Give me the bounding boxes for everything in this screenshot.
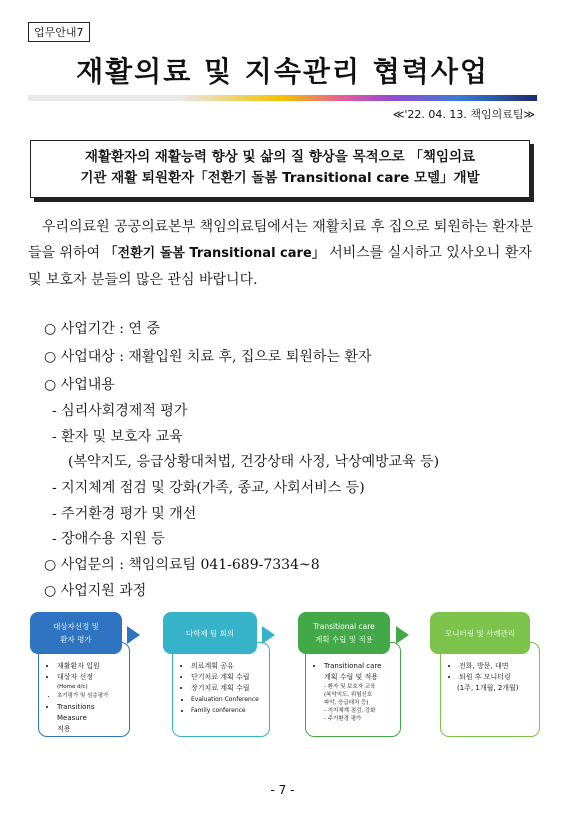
item-process: ○ 사업지원 과정 <box>44 583 147 599</box>
flow-arrow <box>262 626 275 644</box>
step-2-bullet: • 단기치료 계획 수립 <box>191 672 263 683</box>
title-rule <box>28 95 537 101</box>
step-1-bullet: • 재활환자 입원 <box>57 661 123 672</box>
item-target: ○ 사업대상 : 재활입원 치료 후, 집으로 퇴원하는 환자 <box>44 349 372 365</box>
step-1-sub: 적용 <box>57 725 71 733</box>
step-3-detail: - 주거환경 평가 <box>324 716 362 722</box>
intro-paragraph <box>28 214 538 293</box>
step-1-box <box>38 642 130 737</box>
step-1-title: 환자 평가 <box>60 635 92 644</box>
step-3-header <box>298 612 390 654</box>
step-4-title: 모니터링 및 사례관리 <box>445 628 515 638</box>
step-3-bullet: • Transitional care 계획 수립 및 적용 <box>324 661 394 683</box>
step-2-bullet: • Family conference <box>191 705 263 716</box>
summary-box <box>30 140 530 198</box>
step-2-bullet: • 의료계획 공유 <box>191 661 263 672</box>
step-3-detail: 파악, 응급대처 등) <box>324 700 369 706</box>
summary-line-2: 기관 재활 퇴원환자「전환기 돌봄 Transitional care 모델」개발 <box>80 170 480 186</box>
step-1-title: 대상자선정 및 <box>53 622 99 631</box>
item-inquiry: ○ 사업문의 : 책임의료팀 041-689-7334~8 <box>44 557 320 573</box>
doc-date: ≪'22. 04. 13. 책임의료팀≫ <box>392 108 535 121</box>
flow-arrow <box>127 626 140 644</box>
page-title: 재활의료 및 지속관리 협력사업 <box>76 55 489 88</box>
step-3-detail: (복약지도, 위험신호 <box>324 692 373 698</box>
item-content: ○ 사업내용 <box>44 377 115 393</box>
content-housing: - 주거환경 평가 및 개선 <box>52 506 197 522</box>
step-3-detail: - 환자 및 보호자 교육 <box>324 684 376 690</box>
content-education: - 환자 및 보호자 교육 <box>52 429 183 445</box>
intro-text-1: 우리의료원 공공의료본부 책임의료팀에서는 재활치료 후 집으로 퇴원하는 환자분들을 위하여 <box>28 219 533 261</box>
doc-tag: 업무안내7 <box>28 22 90 42</box>
step-1-bullet: • 대상자 선정 (Home d/c) <box>57 672 123 691</box>
step-1-bullet: • Transitions Measure 적용 <box>57 702 123 735</box>
content-support-system: - 지지체계 점검 및 강화(가족, 종교, 사회서비스 등) <box>52 480 365 496</box>
step-2-box <box>172 642 270 737</box>
process-flow <box>30 612 540 742</box>
flow-arrow <box>396 626 409 644</box>
step-2-title: 다학제 팀 회의 <box>185 628 235 638</box>
intro-text-2: 서비스를 실시하고 있사오니 환자 및 보호자 분들의 많은 관심 바랍니다. <box>28 245 532 288</box>
content-psychosocial: - 심리사회경제적 평가 <box>52 403 188 419</box>
step-3-detail: - 지지체계 점검, 강화 <box>324 708 376 714</box>
step-1-bullet: • 초기평가 및 심층평가 <box>57 691 123 702</box>
step-3-title: Transitional care <box>313 622 375 631</box>
intro-emphasis: 「전환기 돌봄 Transitional care」 <box>104 246 325 261</box>
step-4-bullet: • 전화, 방문, 대면 <box>459 661 533 672</box>
step-3-title: 계획 수립 및 적용 <box>315 635 373 644</box>
step-1-header <box>30 612 122 654</box>
page-number: - 7 - <box>270 783 295 797</box>
summary-line-1: 재활환자의 재활능력 향상 및 삶의 질 향상을 목적으로 「책임의료 <box>84 149 476 165</box>
content-disability: - 장애수용 지원 등 <box>52 531 165 547</box>
step-4-box <box>440 642 540 737</box>
step-4-header <box>430 612 530 654</box>
step-1-sub: (Home d/c) <box>57 684 88 690</box>
step-4-bullet: • 퇴원 후 모니터링 <box>459 672 533 683</box>
step-2-bullet: • Evaluation Conference <box>191 694 263 705</box>
content-education-detail: (복약지도, 응급상황대처법, 건강상태 사정, 낙상예방교육 등) <box>68 454 440 470</box>
step-4-detail: (1주, 1개월, 2개월) <box>457 684 519 692</box>
item-period: ○ 사업기간 : 연 중 <box>44 321 160 337</box>
step-2-bullet: • 장기치료 계획 수립 <box>191 683 263 694</box>
step-3-box <box>305 642 401 737</box>
step-2-header <box>163 612 257 654</box>
